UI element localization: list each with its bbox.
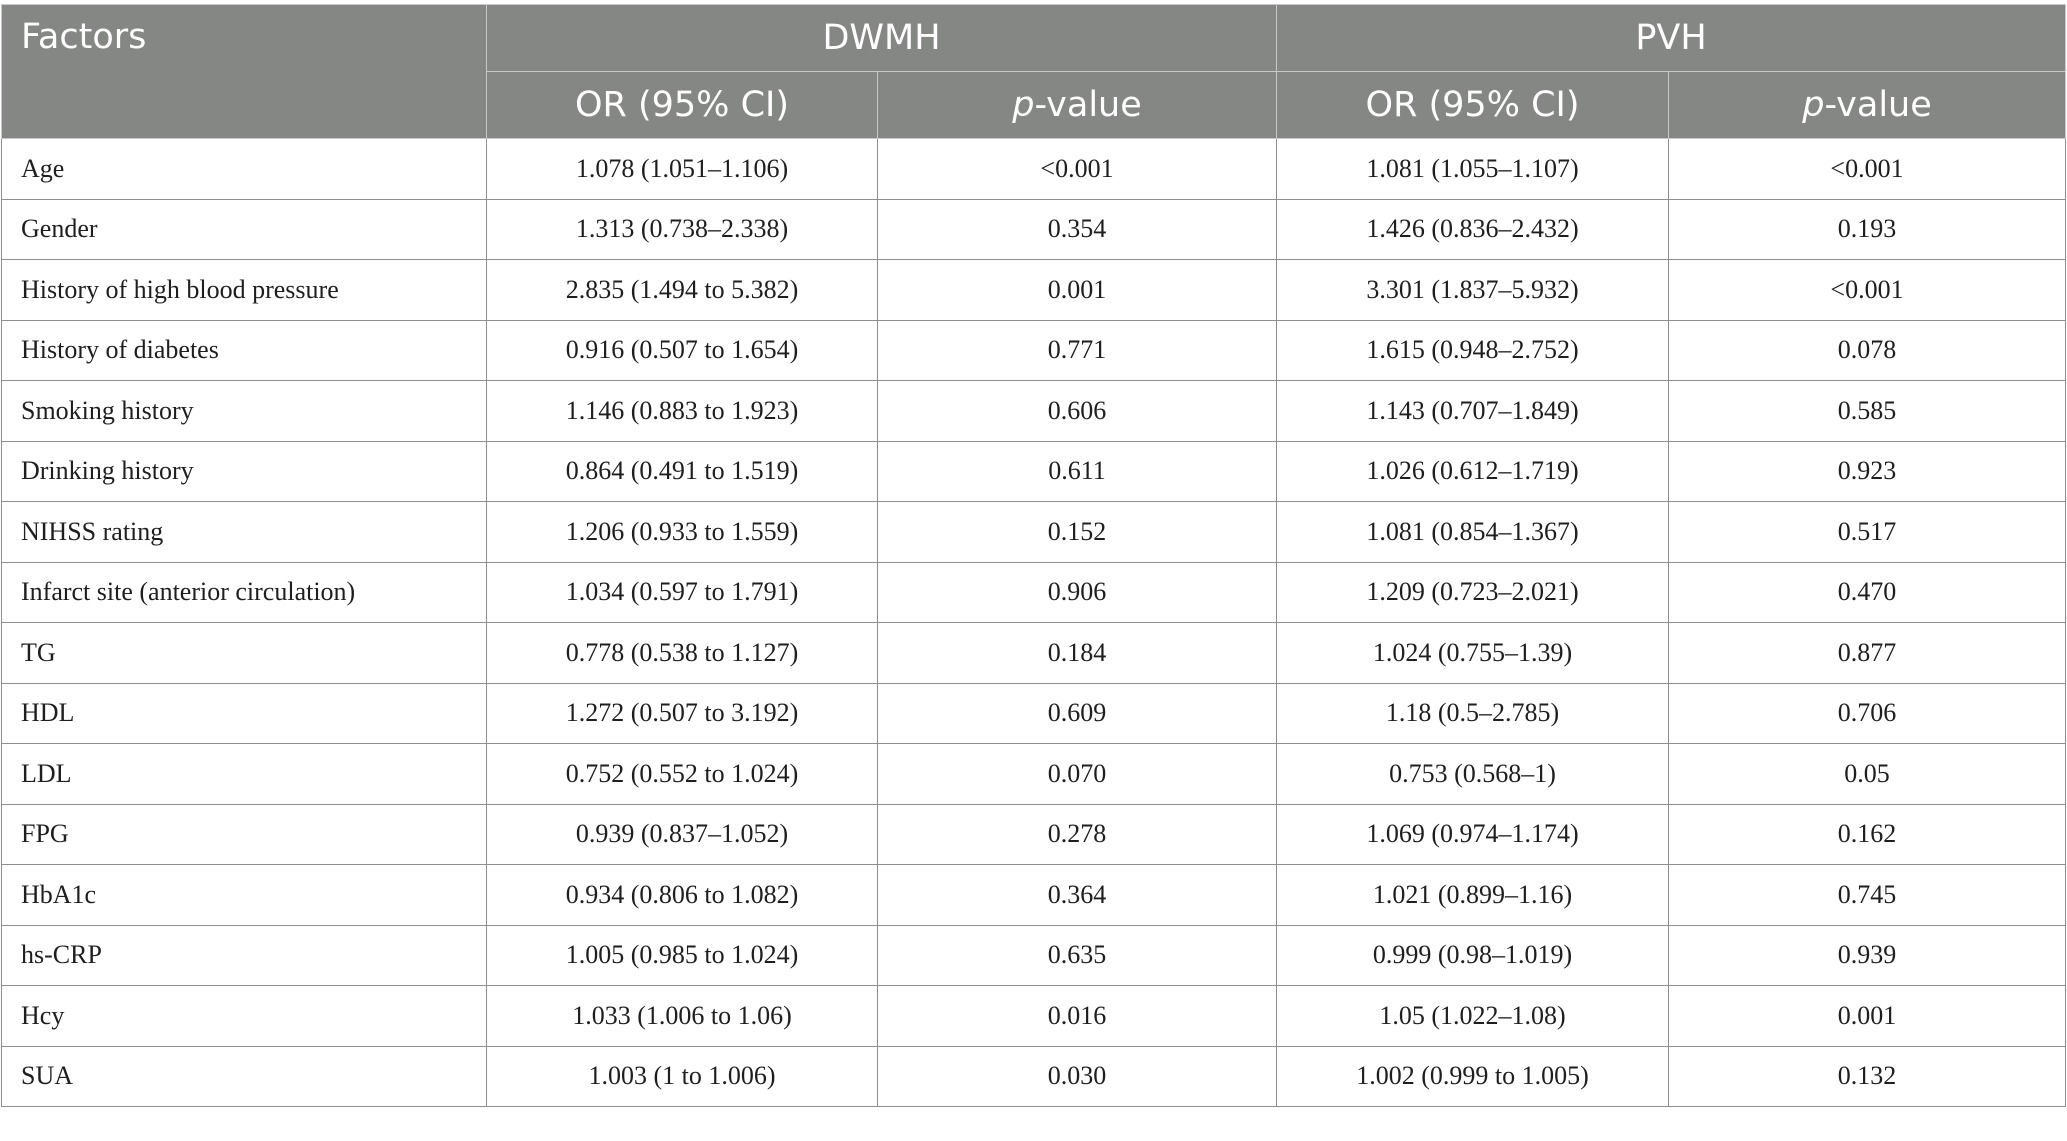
factor-cell: TG <box>2 623 487 684</box>
dwmh-or-cell: 0.864 (0.491 to 1.519) <box>487 441 878 502</box>
dwmh-or-cell: 0.916 (0.507 to 1.654) <box>487 320 878 381</box>
factor-cell: LDL <box>2 744 487 805</box>
pvh-p-cell: <0.001 <box>1669 139 2066 200</box>
dwmh-or-cell: 1.272 (0.507 to 3.192) <box>487 683 878 744</box>
table-row <box>2 1046 2066 1107</box>
p-italic: p <box>1012 85 1035 125</box>
dwmh-p-cell: 0.016 <box>878 986 1277 1047</box>
table-row <box>2 320 2066 381</box>
pvh-p-cell: 0.939 <box>1669 925 2066 986</box>
table-row <box>2 260 2066 321</box>
dwmh-p-cell: 0.611 <box>878 441 1277 502</box>
table-row <box>2 562 2066 623</box>
pvh-or-cell: 1.081 (0.854–1.367) <box>1277 502 1669 563</box>
pvh-or-cell: 1.05 (1.022–1.08) <box>1277 986 1669 1047</box>
pvh-p-cell: 0.585 <box>1669 381 2066 442</box>
dwmh-p-cell: 0.606 <box>878 381 1277 442</box>
table-row <box>2 441 2066 502</box>
pvh-or-cell: 1.069 (0.974–1.174) <box>1277 804 1669 865</box>
dwmh-or-cell: 1.146 (0.883 to 1.923) <box>487 381 878 442</box>
header-dwmh-or: OR (95% CI) <box>487 72 878 139</box>
pvh-p-cell: 0.517 <box>1669 502 2066 563</box>
dwmh-p-cell: <0.001 <box>878 139 1277 200</box>
dwmh-p-cell: 0.030 <box>878 1046 1277 1107</box>
dwmh-or-cell: 0.934 (0.806 to 1.082) <box>487 865 878 926</box>
factor-cell: Infarct site (anterior circulation) <box>2 562 487 623</box>
dwmh-p-cell: 0.906 <box>878 562 1277 623</box>
dwmh-p-cell: 0.609 <box>878 683 1277 744</box>
dwmh-p-cell: 0.001 <box>878 260 1277 321</box>
header-row-groups <box>2 5 2066 72</box>
table-body <box>2 139 2066 1107</box>
pvh-p-cell: 0.745 <box>1669 865 2066 926</box>
header-group-dwmh: DWMH <box>487 5 1277 72</box>
pvh-p-cell: 0.923 <box>1669 441 2066 502</box>
factor-cell: SUA <box>2 1046 487 1107</box>
factors-table <box>1 4 2066 1107</box>
pvh-p-cell: 0.706 <box>1669 683 2066 744</box>
pvh-p-cell: 0.193 <box>1669 199 2066 260</box>
dwmh-or-cell: 0.752 (0.552 to 1.024) <box>487 744 878 805</box>
pvh-or-cell: 0.999 (0.98–1.019) <box>1277 925 1669 986</box>
table-row <box>2 199 2066 260</box>
factor-cell: Hcy <box>2 986 487 1047</box>
header-group-pvh: PVH <box>1277 5 2066 72</box>
pvh-or-cell: 3.301 (1.837–5.932) <box>1277 260 1669 321</box>
pvh-p-cell: 0.001 <box>1669 986 2066 1047</box>
factor-cell: Age <box>2 139 487 200</box>
table-row <box>2 744 2066 805</box>
table-row <box>2 925 2066 986</box>
dwmh-p-cell: 0.184 <box>878 623 1277 684</box>
dwmh-or-cell: 1.005 (0.985 to 1.024) <box>487 925 878 986</box>
table-row <box>2 623 2066 684</box>
dwmh-or-cell: 1.206 (0.933 to 1.559) <box>487 502 878 563</box>
pvh-or-cell: 1.002 (0.999 to 1.005) <box>1277 1046 1669 1107</box>
pvh-p-cell: 0.162 <box>1669 804 2066 865</box>
pvh-or-cell: 1.081 (1.055–1.107) <box>1277 139 1669 200</box>
pvh-p-cell: 0.05 <box>1669 744 2066 805</box>
factor-cell: History of high blood pressure <box>2 260 487 321</box>
dwmh-or-cell: 1.034 (0.597 to 1.791) <box>487 562 878 623</box>
header-factors: Factors <box>2 5 487 139</box>
pvh-or-cell: 1.026 (0.612–1.719) <box>1277 441 1669 502</box>
table-row <box>2 381 2066 442</box>
table-row <box>2 139 2066 200</box>
pvh-or-cell: 1.143 (0.707–1.849) <box>1277 381 1669 442</box>
dwmh-or-cell: 0.778 (0.538 to 1.127) <box>487 623 878 684</box>
factor-cell: Smoking history <box>2 381 487 442</box>
factor-cell: HbA1c <box>2 865 487 926</box>
header-pvh-p <box>1669 72 2066 139</box>
dwmh-p-cell: 0.635 <box>878 925 1277 986</box>
factor-cell: Drinking history <box>2 441 487 502</box>
factor-cell: History of diabetes <box>2 320 487 381</box>
dwmh-p-cell: 0.152 <box>878 502 1277 563</box>
dwmh-or-cell: 1.313 (0.738–2.338) <box>487 199 878 260</box>
header-dwmh-p <box>878 72 1277 139</box>
factor-cell: FPG <box>2 804 487 865</box>
pvh-or-cell: 0.753 (0.568–1) <box>1277 744 1669 805</box>
header-pvh-or: OR (95% CI) <box>1277 72 1669 139</box>
dwmh-p-cell: 0.278 <box>878 804 1277 865</box>
table-row <box>2 502 2066 563</box>
factor-cell: hs-CRP <box>2 925 487 986</box>
pvh-p-cell: 0.877 <box>1669 623 2066 684</box>
pvh-p-cell: <0.001 <box>1669 260 2066 321</box>
dwmh-or-cell: 1.078 (1.051–1.106) <box>487 139 878 200</box>
dwmh-or-cell: 0.939 (0.837–1.052) <box>487 804 878 865</box>
dwmh-p-cell: 0.354 <box>878 199 1277 260</box>
factor-cell: HDL <box>2 683 487 744</box>
table-row <box>2 804 2066 865</box>
pvh-or-cell: 1.426 (0.836–2.432) <box>1277 199 1669 260</box>
factor-cell: NIHSS rating <box>2 502 487 563</box>
pvh-p-cell: 0.078 <box>1669 320 2066 381</box>
p-italic: p <box>1802 85 1825 125</box>
p-suffix: -value <box>1034 85 1142 125</box>
p-suffix: -value <box>1824 85 1932 125</box>
dwmh-or-cell: 1.033 (1.006 to 1.06) <box>487 986 878 1047</box>
factor-cell: Gender <box>2 199 487 260</box>
table-row <box>2 683 2066 744</box>
pvh-or-cell: 1.18 (0.5–2.785) <box>1277 683 1669 744</box>
dwmh-or-cell: 1.003 (1 to 1.006) <box>487 1046 878 1107</box>
table-header <box>2 5 2066 139</box>
pvh-or-cell: 1.024 (0.755–1.39) <box>1277 623 1669 684</box>
pvh-or-cell: 1.615 (0.948–2.752) <box>1277 320 1669 381</box>
pvh-p-cell: 0.132 <box>1669 1046 2066 1107</box>
dwmh-p-cell: 0.070 <box>878 744 1277 805</box>
dwmh-p-cell: 0.771 <box>878 320 1277 381</box>
pvh-p-cell: 0.470 <box>1669 562 2066 623</box>
pvh-or-cell: 1.021 (0.899–1.16) <box>1277 865 1669 926</box>
table-row <box>2 865 2066 926</box>
table-row <box>2 986 2066 1047</box>
pvh-or-cell: 1.209 (0.723–2.021) <box>1277 562 1669 623</box>
dwmh-or-cell: 2.835 (1.494 to 5.382) <box>487 260 878 321</box>
dwmh-p-cell: 0.364 <box>878 865 1277 926</box>
